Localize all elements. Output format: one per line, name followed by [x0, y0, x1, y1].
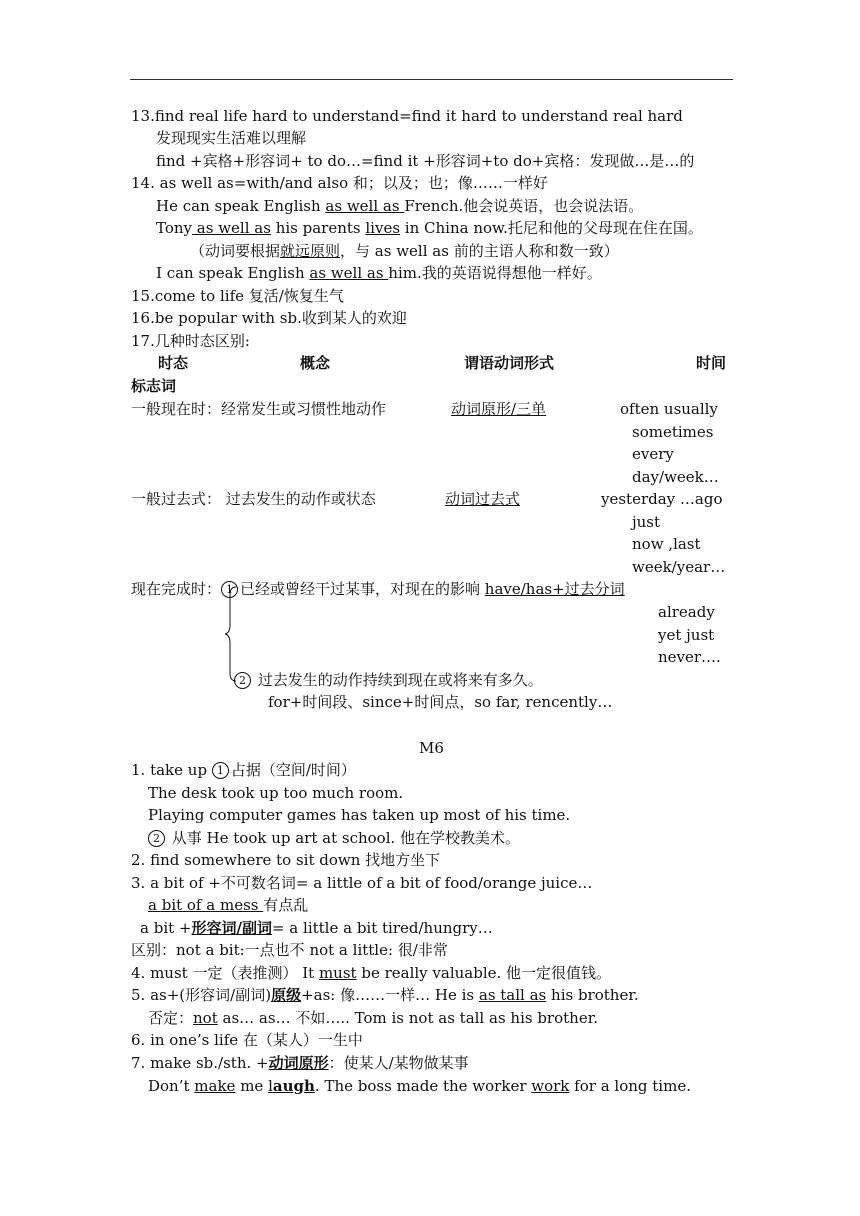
table-header-time: 时间: [696, 354, 727, 372]
past-simple-concept: 一般过去式： 过去发生的动作或状态: [131, 490, 376, 508]
m6-item-5-negative: 否定：not as… as… 不如….. Tom is not as tall as his brother.: [148, 1009, 598, 1027]
m6-item-5: 5. as+(形容词/副词)原级+as: 像……一样… He is as tall as his brother.: [131, 986, 639, 1004]
past-simple-marker-4: week/year…: [632, 558, 726, 576]
m6-item-1-example-1: The desk took up too much room.: [148, 784, 404, 802]
m6-item-3: 3. a bit of +不可数名词= a little of a bit of food/orange juice…: [131, 874, 593, 892]
table-header-tense: 时态: [158, 354, 189, 372]
circled-number: 2: [234, 672, 251, 689]
present-perfect-concept-2: 2 过去发生的动作持续到现在或将来有多久。: [234, 669, 543, 691]
m6-item-4: 4. must 一定（表推测） It must be really valuable. 他一定很值钱。: [131, 964, 612, 982]
m6-item-3-difference: 区别：not a bit:一点也不 not a little: 很/非常: [131, 941, 448, 959]
item-14-note: （动词要根据就远原则，与 as well as 前的主语人称和数一致）: [190, 242, 619, 260]
m6-item-3-pattern: a bit +形容词/副词= a little a bit tired/hungry…: [140, 919, 493, 937]
table-header-verb-form: 谓语动词形式: [464, 354, 555, 372]
section-heading-m6: M6: [419, 739, 444, 757]
present-perfect-concept-1: 现在完成时： 1 已经或曾经干过某事，对现在的影响 have/has+过去分词: [131, 580, 625, 598]
m6-item-2: 2. find somewhere to sit down 找地方坐下: [131, 851, 441, 869]
circled-number: 2: [148, 830, 165, 847]
present-perfect-marker-3: never….: [658, 648, 721, 666]
circled-number: 1: [221, 581, 238, 598]
present-simple-marker-2: sometimes: [632, 423, 714, 441]
present-perfect-marker-2: yet just: [658, 626, 715, 644]
item-15-line: 15.come to life 复活/恢复生气: [131, 287, 344, 305]
present-simple-concept: 一般现在时：经常发生或习惯性地动作: [131, 400, 387, 418]
present-simple-marker-3: every: [632, 445, 674, 463]
m6-item-7-examples: Don’t make me laugh. The boss made the worker work for a long time.: [148, 1077, 691, 1095]
m6-item-7: 7. make sb./sth. +动词原形：使某人/某物做某事: [131, 1054, 469, 1072]
present-simple-marker-4: day/week…: [632, 468, 719, 486]
item-17-line: 17.几种时态区别:: [131, 332, 250, 350]
table-header-markers: 标志词: [131, 377, 177, 395]
present-perfect-marker-1: already: [658, 603, 715, 621]
item-14-example-1: He can speak English as well as French.他会说英语，也会说法语。: [156, 197, 644, 215]
present-simple-form: 动词原形/三单: [451, 400, 547, 418]
past-simple-marker-1: yesterday …ago: [601, 490, 723, 508]
past-simple-marker-3: now ,last: [632, 535, 701, 553]
item-14-example-2: Tony as well as his parents lives in China now.托尼和他的父母现在住在国。: [156, 219, 703, 237]
past-simple-marker-2: just: [632, 513, 661, 531]
item-13-line: 13.find real life hard to understand=find it hard to understand real hard: [131, 107, 683, 125]
present-simple-marker-1: often usually: [620, 400, 718, 418]
header-rule: [130, 79, 733, 80]
table-header-concept: 概念: [300, 354, 331, 372]
item-13-translation: 发现现实生活难以理解: [156, 129, 307, 147]
item-14-example-3: I can speak English as well as him.我的英语说得想他一样好。: [156, 264, 602, 282]
m6-item-6: 6. in one’s life 在（某人）一生中: [131, 1031, 363, 1049]
m6-item-1-example-2: Playing computer games has taken up most of his time.: [148, 806, 571, 824]
present-perfect-markers-2: for+时间段、since+时间点，so far, rencently…: [268, 693, 613, 711]
circled-number: 1: [212, 762, 229, 779]
past-simple-form: 动词过去式: [445, 490, 521, 508]
item-16-line: 16.be popular with sb.收到某人的欢迎: [131, 309, 407, 327]
m6-item-3-example: a bit of a mess 有点乱: [148, 896, 309, 914]
item-14-line: 14. as well as=with/and also 和；以及；也；像……一样好: [131, 174, 548, 192]
m6-item-1: 1. take up 1 占据（空间/时间）: [131, 761, 356, 779]
m6-item-1-meaning-2: 2 从事 He took up art at school. 他在学校教美术。: [148, 827, 520, 849]
item-13-pattern: find +宾格+形容词+ to do…=find it +形容词+to do+宾格：发现做…是…的: [156, 152, 695, 170]
